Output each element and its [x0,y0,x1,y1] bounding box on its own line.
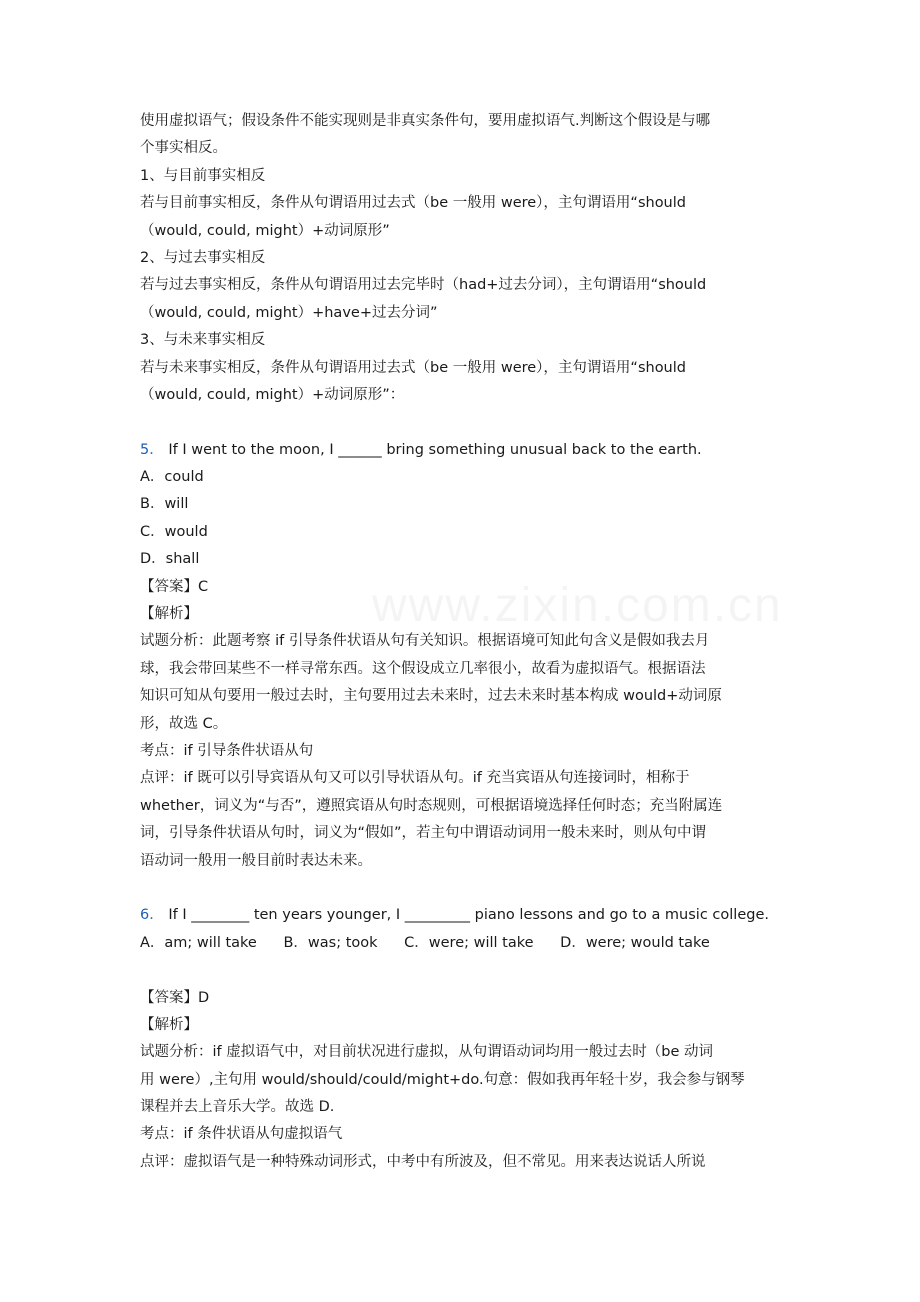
question-number: 6． [140,907,164,924]
dianping-line: 点评：if 既可以引导宾语从句又可以引导状语从句。if 充当宾语从句连接词时，相称于 [140,770,690,787]
rule-text-line: 若与过去事实相反，条件从句谓语用过去完毕时（had+过去分词），主句谓语用“should [140,277,707,294]
rule-text-line: （would, could, might）+动词原形”： [140,386,405,403]
analysis-line: 球，我会带回某些不一样寻常东西。这个假设成立几率很小，故看为虚拟语气。根据语法 [140,660,706,677]
analysis-line: 课程并去上音乐大学。故选 D. [140,1099,335,1116]
analysis-line: 形，故选 C。 [140,715,228,732]
question-number: 5． [140,441,164,458]
document-body [140,108,780,1176]
dianping-line: whether，词义为“与否”，遵照宾语从句时态规则，可根据语境选择任何时态；充当附属连 [140,797,723,814]
rule-text-line: 若与未来事实相反，条件从句谓语用过去式（be 一般用 were），主句谓语用“should [140,359,686,376]
dianping-line: 词，引导条件状语从句时，词义为“假如”，若主句中谓语动词用一般未来时，则从句中谓 [140,825,707,842]
option-c: C．were; will take [404,934,534,951]
intro-paragraph-line: 个事实相反。 [140,140,227,157]
question-5-stem [140,437,780,464]
question-6-stem [140,902,780,929]
answer-label: 【答案】D [140,989,210,1006]
question-text: If I went to the moon, I ______ bring something unusual back to the earth. [168,441,702,458]
kaodian-line: 考点：if 条件状语从句虚拟语气 [140,1126,343,1143]
kaodian-line: 考点：if 引导条件状语从句 [140,742,314,759]
rule-text-line: （would, could, might）+have+过去分词” [140,304,438,321]
analysis-label: 【解析】 [140,606,198,623]
option-b: B．was; took [283,934,378,951]
dianping-line: 语动词一般用一般目前时表达未来。 [140,852,372,869]
question-text: If I ________ ten years younger, I _________ piano lessons and go to a music college. [168,907,769,924]
rule-heading-past: 2、与过去事实相反 [140,249,266,266]
analysis-line: 试题分析：if 虚拟语气中，对目前状况进行虚拟，从句谓语动词均用一般过去时（be 动词 [140,1044,713,1061]
option-a: A．am; will take [140,934,257,951]
rule-heading-future: 3、与未来事实相反 [140,332,266,349]
option-d: D．were; would take [560,934,710,951]
option-d: D．shall [140,551,200,568]
analysis-line: 试题分析：此题考察 if 引导条件状语从句有关知识。根据语境可知此句含义是假如我去月 [140,633,710,650]
rule-text-line: 若与目前事实相反，条件从句谓语用过去式（be 一般用 were），主句谓语用“should [140,195,686,212]
analysis-label: 【解析】 [140,1016,198,1033]
rule-heading-present: 1、与目前事实相反 [140,167,266,184]
analysis-line: 用 were）,主句用 would/should/could/might+do.句意：假如我再年轻十岁，我会参与钢琴 [140,1071,745,1088]
options-row [140,930,780,957]
analysis-line: 知识可知从句要用一般过去时，主句要用过去未来时，过去未来时基本构成 would+动词原 [140,688,722,705]
rule-text-line: （would, could, might）+动词原形” [140,222,390,239]
option-c: C．would [140,523,208,540]
option-b: B．will [140,496,189,513]
intro-paragraph-line: 使用虚拟语气；假设条件不能实现则是非真实条件句，要用虚拟语气.判断这个假设是与哪 [140,113,711,129]
dianping-line: 点评：虚拟语气是一种特殊动词形式，中考中有所波及，但不常见。用来表达说话人所说 [140,1153,706,1170]
answer-label: 【答案】C [140,578,209,595]
option-a: A．could [140,469,204,486]
